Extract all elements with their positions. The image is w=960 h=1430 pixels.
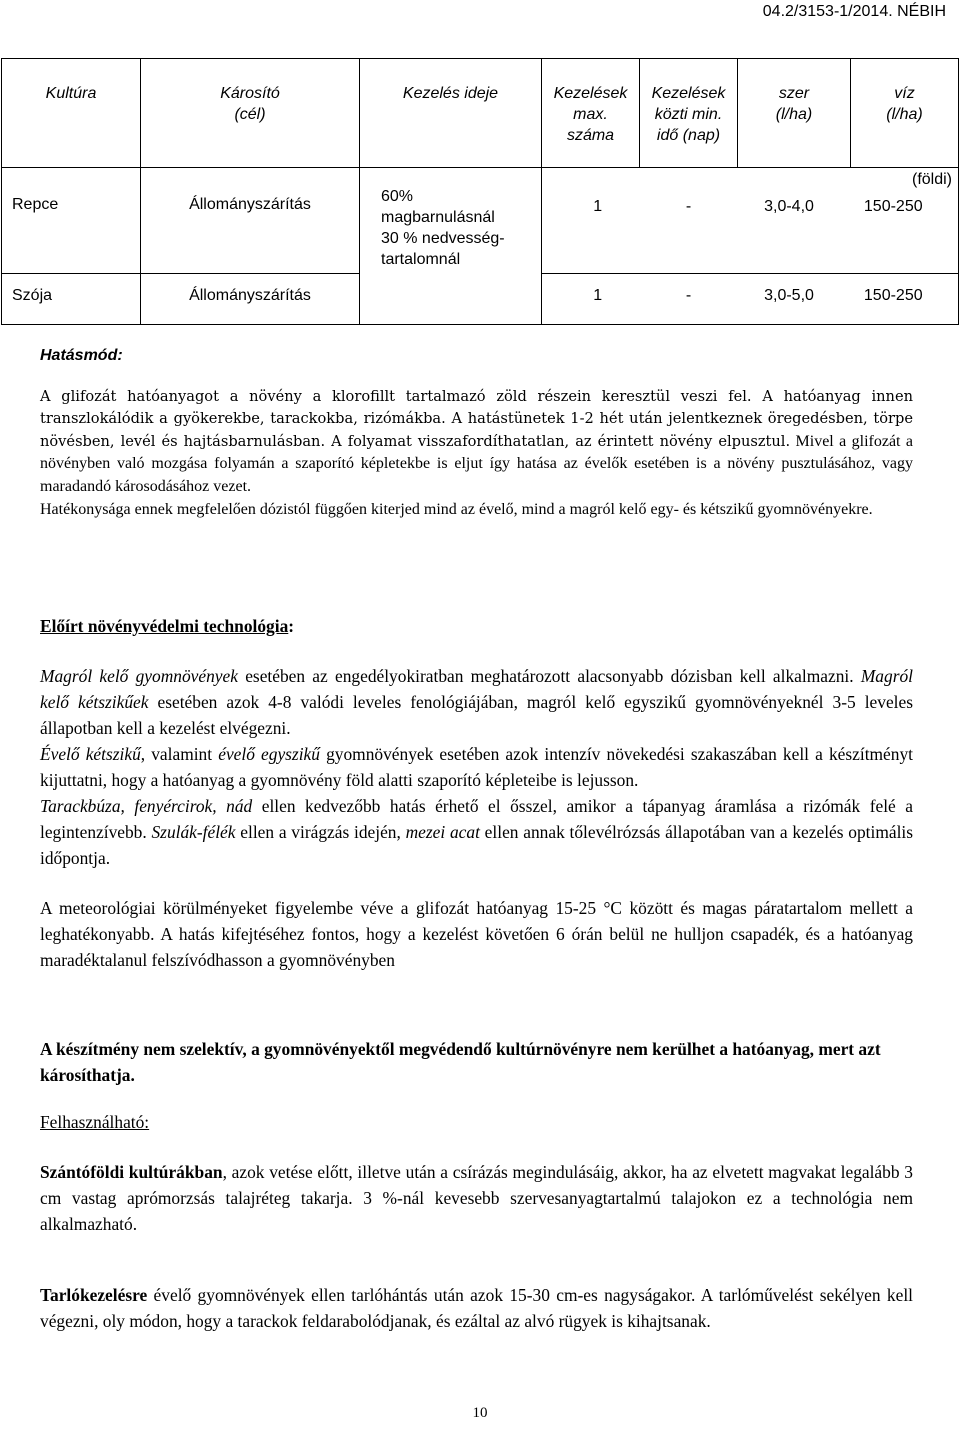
foldi-note: (földi)	[911, 171, 952, 188]
cell-viz-value: 150-250	[863, 287, 923, 304]
eloirt-title: Előírt növényvédelmi technológia:	[40, 616, 295, 636]
header-viz: víz (l/ha)	[851, 59, 959, 168]
cell-max: 1	[542, 168, 640, 274]
cell-viz	[851, 274, 959, 325]
header-kezelesek-max: Kezelések max. száma	[542, 59, 640, 168]
cell-viz	[851, 168, 959, 274]
cell-szer: 3,0-4,0	[738, 168, 851, 274]
cell-karosito: Állományszárítás	[141, 274, 360, 325]
eloirt-paragraph-2: Évelő kétszikű, valamint évelő egyszikű gyomnövények esetében azok intenzív növekedési szakaszában kell a készítményt kijuttatni, hogy a hatóanyag a gyomnövény föld alatti szaporító képleteibe is lejusson.	[40, 744, 913, 790]
header-karosito: Károsító (cél)	[141, 59, 360, 168]
cell-viz-value: 150-250	[863, 198, 923, 215]
cell-karosito: Állományszárítás	[141, 168, 360, 274]
hatasmod-title: Hatásmód:	[40, 347, 123, 364]
header-kultura: Kultúra	[2, 59, 141, 168]
felhasznalhato-title: Felhasználható:	[40, 1112, 150, 1132]
eloirt-paragraph-1: Magról kelő gyomnövények esetében az engedélyokiratban meghatározott alacsonyabb dózisban kell alkalmazni. Magról kelő kétszikűek esetében azok 4-8 valódi leveles fenológiájában, magról kelő egyszikű gyomnövényeknél 3-5 leveles állapotban kell a kezelést elvégezni.	[40, 666, 913, 738]
header-kezelesek-kozti: Kezelések közti min. idő (nap)	[640, 59, 738, 168]
felhasznalhato-paragraph-2: Tarlókezelésre évelő gyomnövények ellen tarlóhántás után azok 15-30 cm-es nagyságakor. A tarlóművelést sekélyen kell végezni, oly módon, hogy a tarackok feldarabolódjanak, és ezáltal az alvó rügyek is kihajtsanak.	[40, 1285, 913, 1331]
warning-section	[40, 1036, 913, 1088]
page-number: 10	[472, 1405, 488, 1421]
cell-max: 1	[542, 274, 640, 325]
cell-kezeles-ideje: 60% magbarnulásnál 30 % nedvesség- tartalomnál	[360, 168, 542, 325]
table-row	[2, 168, 959, 274]
header-szer: szer (l/ha)	[738, 59, 851, 168]
hatasmod-paragraph-2: Hatékonysága ennek megfelelően dózistól függően kiterjed mind az évelő, mind a magról kelő egy- és kétszikű gyomnövényekre.	[40, 500, 873, 518]
meteo-paragraph: A meteorológiai körülményeket figyelembe véve a glifozát hatóanyag 15-25 °C között és magas páratartalom mellett a leghatékonyabb. A hatás kifejtéséhez fontos, hogy a kezelést követően 6 órán belül ne hulljon csapadék, és a hatóanyag maradéktalanul felszívódhasson a gyomnövényben	[40, 898, 913, 970]
treatment-table	[1, 58, 959, 325]
warning-text: A készítmény nem szelektív, a gyomnövényektől megvédendő kultúrnövényre nem kerülhet a hatóanyag, mert azt károsíthatja.	[40, 1039, 881, 1085]
cell-kozti: -	[640, 274, 738, 325]
hatasmod-paragraph-1: A glifozát hatóanyagot a növény a klorofillt tartalmazó zöld részein keresztül veszi fel. A hatóanyag innen transzlokálódik a gyökerekbe, tarackokba, rizómákba. A hatástünetek 1-2 hét után jelentkeznek öregedésben, törpe növésben, levél és hajtásbarnulásban. A folyamat visszafordíthatatlan, az érintett növény elpusztul. Mivel a glifozát a növényben való mozgása folyamán a szaporító képletekbe is eljut így hatása az évelők esetében is a növény pusztulásához, vagy maradandó károsodásához vezet.	[40, 387, 913, 495]
cell-szer: 3,0-5,0	[738, 274, 851, 325]
cell-kultura: Repce	[2, 168, 141, 274]
felhasznalhato-paragraph-1: Szántóföldi kultúrákban, azok vetése előtt, illetve után a csírázás megindulásáig, akkor, ha az elvetett magvakat legalább 3 cm vastag aprómorzsás talajréteg takarja. 3 %-nál kevesebb szervesanyagtartalmú talajokon ez a technológia nem alkalmazható.	[40, 1162, 913, 1234]
felhasznalhato-section	[40, 1109, 913, 1334]
eloirt-paragraph-3: Tarackbúza, fenyércirok, nád ellen kedvezőbb hatás érhető el ősszel, amikor a tápanyag áramlása a rizómák felé a legintenzívebb. Szulák-félék ellen a virágzás idején, mezei acat ellen annak tőlevélrózsás állapotában van a kezelés optimális időpontja.	[40, 796, 914, 868]
table-header-row	[2, 59, 959, 168]
cell-kozti: -	[640, 168, 738, 274]
hatasmod-section	[40, 345, 913, 521]
eloirt-section	[40, 613, 913, 973]
header-kezeles-ideje: Kezelés ideje	[360, 59, 542, 168]
cell-kultura: Szója	[2, 274, 141, 325]
document-reference: 04.2/3153-1/2014. NÉBIH	[762, 3, 946, 20]
